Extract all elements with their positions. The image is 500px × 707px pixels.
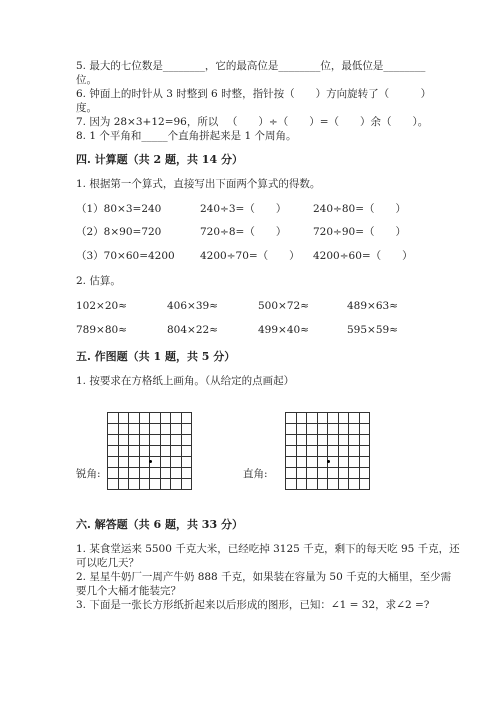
estimate-cell: 500×72≈ [258,300,309,312]
answer-question-1-cont: 可以吃几天？ [76,557,139,569]
answer-question-1: 1. 某食堂运来 5500 千克大米，已经吃掉 3125 千克，剩下的每天吃 95 千克，还 [76,543,460,555]
start-point-acute [149,460,152,463]
calc-question-2: 2. 估算。 [76,275,121,287]
label-acute: 锐角: [76,468,101,480]
question-8: 8. 1 个平角和_____个直角拼起来是 1 个周角。 [76,130,297,142]
calc-cell: （3）70×60=4200 [76,250,175,262]
answer-question-2-cont: 要几个大桶才能装完？ [76,585,181,597]
question-5-cont: 位。 [76,74,97,86]
answer-question-3: 3. 下面是一张长方形纸折起来以后形成的图形，已知：∠1 = 32，求∠2 =? [76,599,430,611]
estimate-cell: 804×22≈ [167,324,218,336]
grid-acute[interactable] [107,412,192,490]
question-6-cont: 度。 [76,102,97,114]
section-4-title: 四. 计算题（共 2 题，共 14 分） [76,153,243,166]
estimate-cell: 489×63≈ [347,300,398,312]
estimate-cell: 406×39≈ [167,300,218,312]
calc-cell: 4200÷70=（ ） [200,250,300,262]
draw-question-1: 1. 按要求在方格纸上画角。（从给定的点画起） [76,375,295,387]
question-6: 6. 钟面上的时针从 3 时整到 6 时整，指针按（ ）方向旋转了（ ） [76,88,432,100]
grid-right[interactable] [285,412,370,490]
section-5-title: 五. 作图题（共 1 题，共 5 分） [76,350,236,363]
calc-cell: 4200÷60=（ ） [313,250,413,262]
estimate-cell: 595×59≈ [347,324,398,336]
label-right: 直角: [243,468,268,480]
start-point-right [327,460,330,463]
calc-cell: 720÷90=（ ） [313,226,406,238]
estimate-cell: 789×80≈ [76,324,127,336]
estimate-cell: 102×20≈ [76,300,127,312]
calc-cell: 720÷8=（ ） [200,226,287,238]
question-7: 7. 因为 28×3+12=96，所以 （ ）÷（ ）=（ ）余（ ）。 [76,116,429,128]
calc-cell: （1）80×3=240 [76,203,162,215]
section-6-title: 六. 解答题（共 6 题，共 33 分） [76,518,243,531]
calc-question-1: 1. 根据第一个算式，直接写出下面两个算式的得数。 [76,178,321,190]
calc-cell: 240÷3=（ ） [200,203,287,215]
calc-cell: 240÷80=（ ） [313,203,406,215]
answer-question-2: 2. 星星牛奶厂一周产牛奶 888 千克，如果装在容量为 50 千克的大桶里，至少需 [76,571,452,583]
estimate-cell: 499×40≈ [258,324,309,336]
calc-cell: （2）8×90=720 [76,226,162,238]
question-5: 5. 最大的七位数是________，它的最高位是________位，最低位是________ [76,60,426,72]
